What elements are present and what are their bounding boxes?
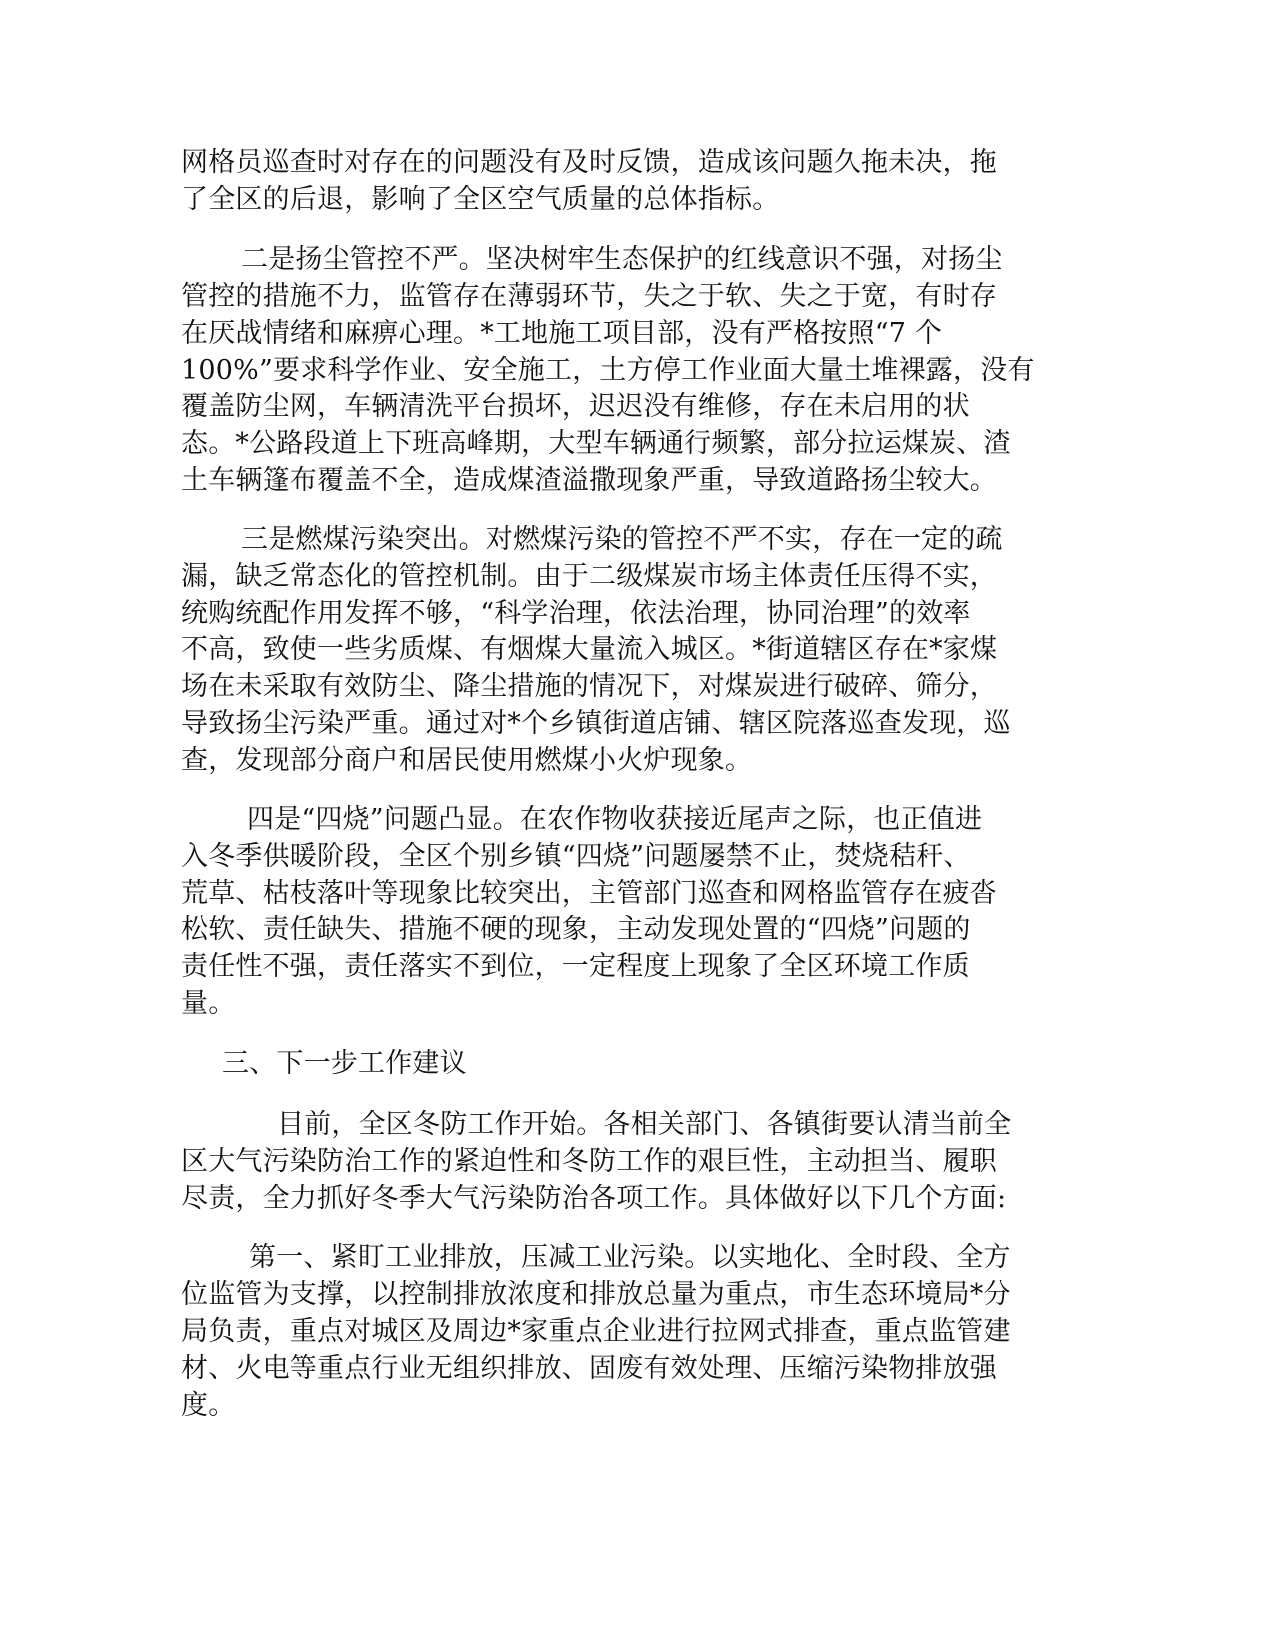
text-line: 四是“四烧”问题凸显。在农作物收获接近尾声之际，也正值进 bbox=[247, 804, 983, 835]
text-line: 网格员巡查时对存在的问题没有及时反馈，造成该问题久拖未决，拖 bbox=[181, 147, 997, 178]
text-line: 态。*公路段道上下班高峰期，大型车辆通行频繁，部分拉运煤炭、渣 bbox=[181, 428, 1011, 459]
text-line: 材、火电等重点行业无组织排放、固废有效处理、压缩污染物排放强 bbox=[181, 1353, 997, 1384]
text-line: 不高，致使一些劣质煤、有烟煤大量流入城区。*街道辖区存在*家煤 bbox=[181, 634, 998, 665]
text-line: 统购统配作用发挥不够，“科学治理，依法治理，协同治理”的效率 bbox=[181, 598, 971, 629]
text-line: 荒草、枯枝落叶等现象比较突出，主管部门巡查和网格监管存在疲沓 bbox=[181, 878, 997, 909]
text-line: 100%”要求科学作业、安全施工，土方停工作业面大量土堆裸露，没有 bbox=[181, 355, 1035, 386]
text-line: 了全区的后退，影响了全区空气质量的总体指标。 bbox=[181, 184, 780, 215]
text-line: 在厌战情绪和麻痹心理。*工地施工项目部，没有严格按照“7 个 bbox=[181, 318, 943, 349]
text-line: 入冬季供暖阶段，全区个别乡镇“四烧”问题屡禁不止，焚烧秸秆、 bbox=[181, 841, 971, 872]
text-line: 松软、责任缺失、措施不硬的现象，主动发现处置的“四烧”问题的 bbox=[181, 914, 971, 945]
text-line: 覆盖防尘网，车辆清洗平台损坏，迟迟没有维修，存在未启用的状 bbox=[181, 391, 970, 422]
text-line: 尽责，全力抓好冬季大气污染防治各项工作。具体做好以下几个方面: bbox=[181, 1183, 1007, 1214]
text-line: 局负责，重点对城区及周边*家重点企业进行拉网式排查，重点监管建 bbox=[181, 1316, 1011, 1347]
text-line: 查，发现部分商户和居民使用燃煤小火炉现象。 bbox=[181, 745, 753, 776]
text-line: 第一、紧盯工业排放，压减工业污染。以实地化、全时段、全方 bbox=[249, 1242, 1011, 1273]
text-line: 导致扬尘污染严重。通过对*个乡镇街道店铺、辖区院落巡查发现，巡 bbox=[181, 708, 1011, 739]
text-line: 二是扬尘管控不严。坚决树牢生态保护的红线意识不强，对扬尘 bbox=[241, 244, 1003, 275]
text-line: 目前，全区冬防工作开始。各相关部门、各镇街要认清当前全 bbox=[277, 1109, 1012, 1140]
text-line: 度。 bbox=[181, 1390, 236, 1421]
text-line: 位监管为支撑，以控制排放浓度和排放总量为重点，市生态环境局*分 bbox=[181, 1279, 1011, 1310]
text-line: 区大气污染防治工作的紧迫性和冬防工作的艰巨性，主动担当、履职 bbox=[181, 1146, 997, 1177]
text-line: 责任性不强，责任落实不到位，一定程度上现象了全区环境工作质 bbox=[181, 951, 970, 982]
text-line: 漏，缺乏常态化的管控机制。由于二级煤炭市场主体责任压得不实， bbox=[181, 561, 997, 592]
section-heading: 三、下一步工作建议 bbox=[222, 1048, 467, 1079]
text-line: 管控的措施不力，监管存在薄弱环节，失之于软、失之于宽，有时存 bbox=[181, 281, 997, 312]
text-line: 土车辆篷布覆盖不全，造成煤渣溢撒现象严重，导致道路扬尘较大。 bbox=[181, 465, 997, 496]
text-line: 量。 bbox=[181, 988, 236, 1019]
text-line: 场在未采取有效防尘、降尘措施的情况下，对煤炭进行破碎、筛分， bbox=[181, 671, 997, 702]
text-line: 三是燃煤污染突出。对燃煤污染的管控不严不实，存在一定的疏 bbox=[241, 524, 1003, 555]
